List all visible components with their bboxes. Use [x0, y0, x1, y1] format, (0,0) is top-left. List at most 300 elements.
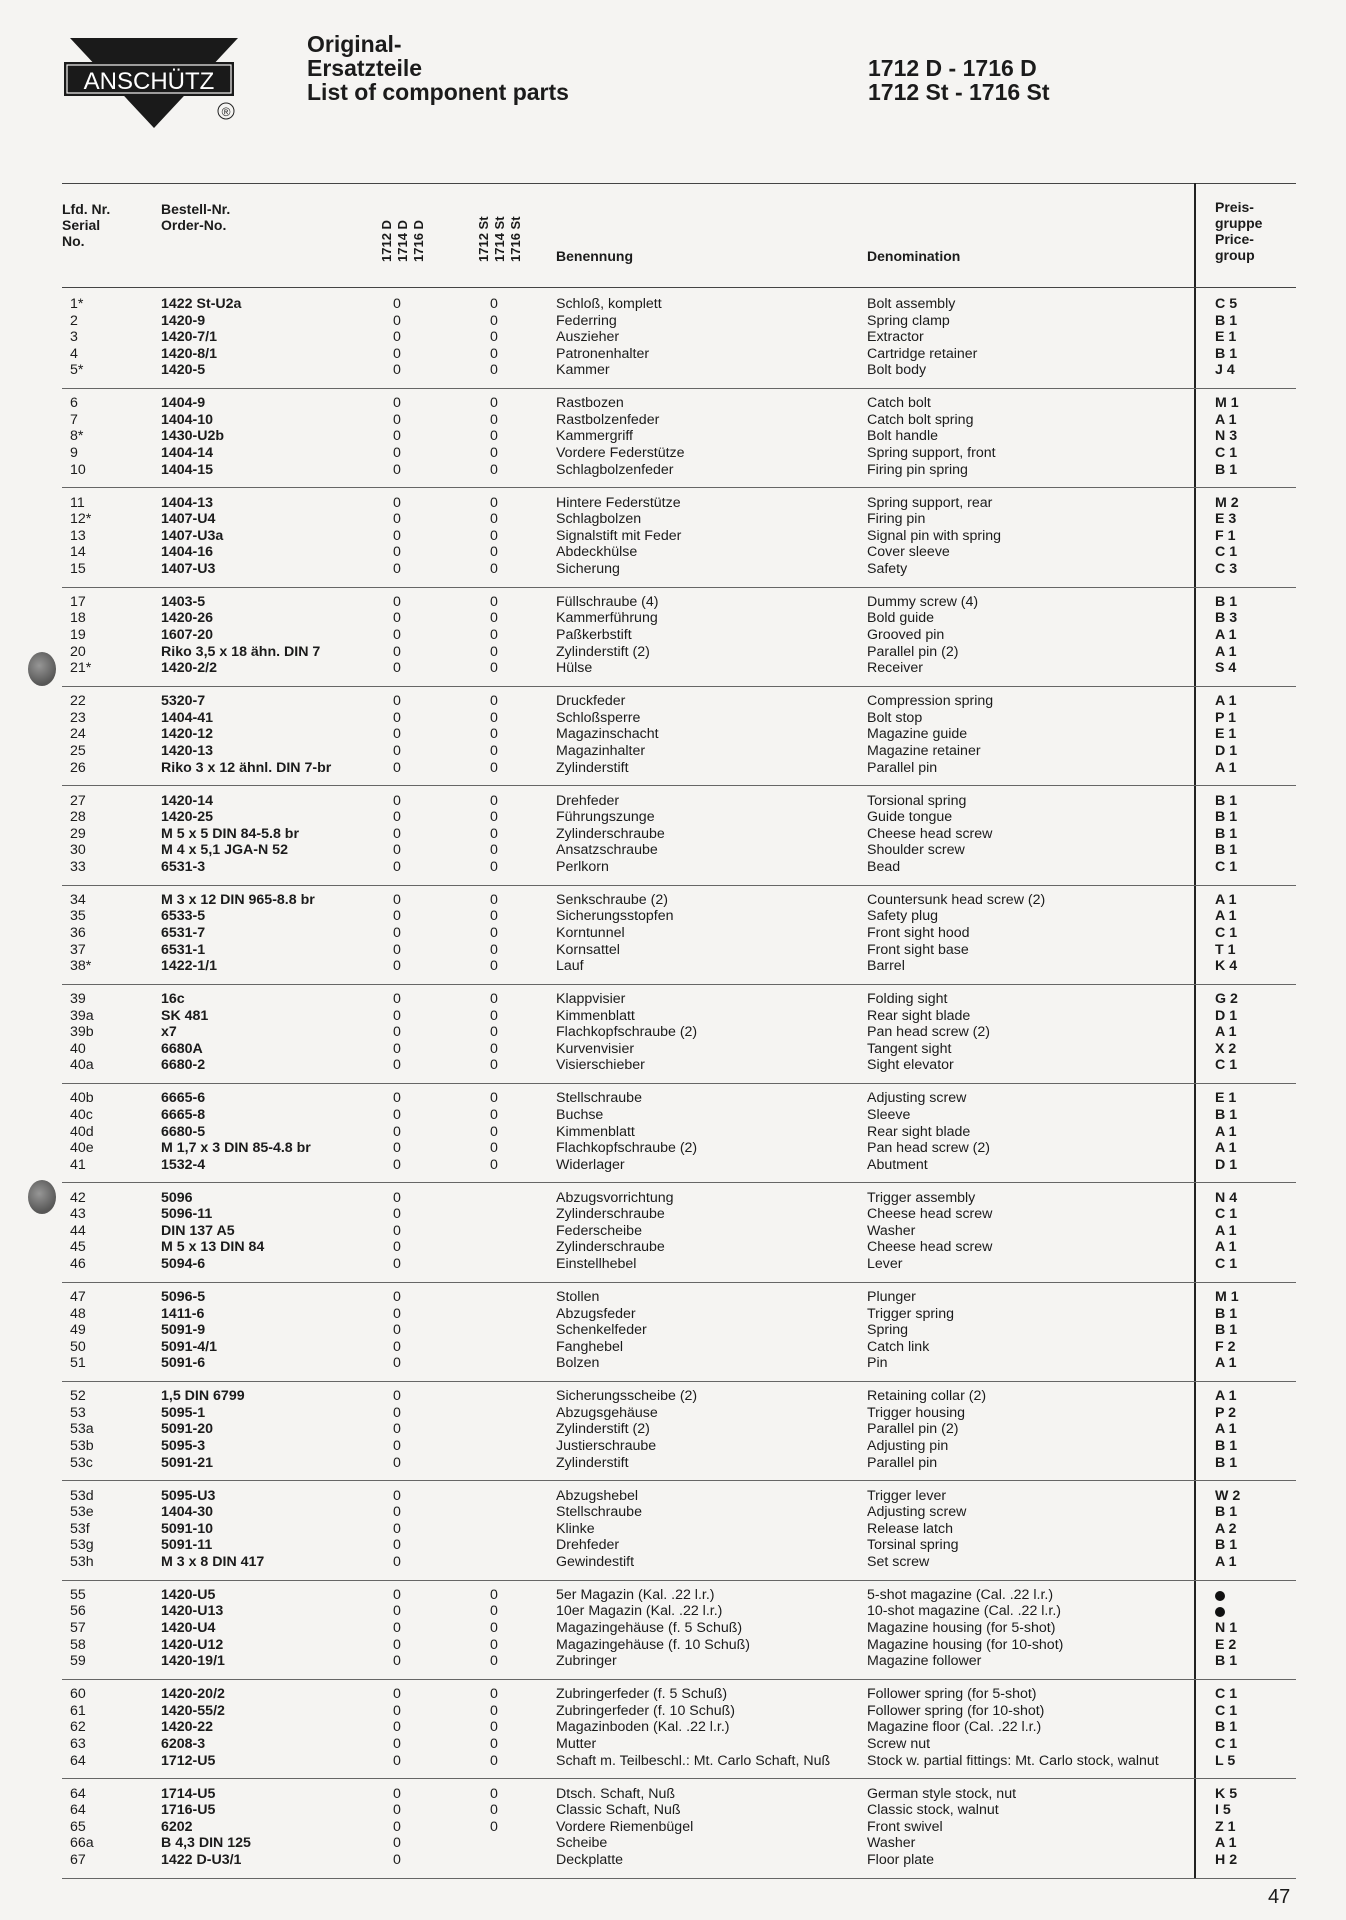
- cell-st: 0: [490, 742, 498, 759]
- cell-price: B 1: [1215, 1653, 1238, 1670]
- cell-st: 0: [490, 991, 498, 1008]
- table-row: [62, 395, 1296, 412]
- cell-order: 6680-5: [161, 1123, 206, 1140]
- cell-st: 0: [490, 627, 498, 644]
- parts-group: [62, 1289, 1296, 1372]
- cell-den: Stock w. partial fittings: Mt. Carlo stock, walnut: [867, 1752, 1159, 1769]
- table-row: [62, 1041, 1296, 1058]
- cell-st: 0: [490, 1802, 498, 1819]
- cell-order: 6533-5: [161, 908, 206, 925]
- cell-st: 0: [490, 1106, 498, 1123]
- cell-price: P 2: [1215, 1404, 1237, 1421]
- cell-order: SK 481: [161, 1007, 209, 1024]
- cell-price: E 1: [1215, 329, 1237, 346]
- cell-serial: 53b: [70, 1438, 94, 1455]
- cell-ben: Einstellhebel: [556, 1256, 637, 1273]
- cell-serial: 53a: [70, 1421, 94, 1438]
- header-text: Price-: [1215, 231, 1254, 247]
- cell-ben: Korntunnel: [556, 924, 625, 941]
- table-row: [62, 296, 1296, 313]
- cell-den: Washer: [867, 1222, 916, 1239]
- model-st-header: 1714 St: [492, 216, 507, 262]
- cell-price: G 2: [1215, 991, 1238, 1008]
- header-rule: [62, 287, 1296, 288]
- cell-st: 0: [490, 1620, 498, 1637]
- cell-serial: 24: [70, 726, 86, 743]
- table-row: [62, 495, 1296, 512]
- cell-serial: 14: [70, 544, 86, 561]
- cell-d: 0: [393, 1719, 401, 1736]
- table-row: [62, 644, 1296, 661]
- cell-order: 1532-4: [161, 1156, 206, 1173]
- cell-price: K 5: [1215, 1785, 1238, 1802]
- cell-order: 1714-U5: [161, 1785, 216, 1802]
- cell-st: 0: [490, 1785, 498, 1802]
- cell-price: L 5: [1215, 1752, 1236, 1769]
- cell-st: 0: [490, 809, 498, 826]
- table-row: [62, 1835, 1296, 1852]
- cell-d: 0: [393, 693, 401, 710]
- table-row: [62, 1024, 1296, 1041]
- cell-den: Parallel pin: [867, 759, 938, 776]
- cell-st: 0: [490, 1040, 498, 1057]
- cell-serial: 56: [70, 1603, 86, 1620]
- cell-d: 0: [393, 842, 401, 859]
- cell-order: 1430-U2b: [161, 428, 225, 445]
- cell-price: B 3: [1215, 610, 1238, 627]
- cell-serial: 59: [70, 1653, 86, 1670]
- cell-ben: Abzugsvorrichtung: [556, 1189, 674, 1206]
- cell-den: Follower spring (for 5-shot): [867, 1686, 1037, 1703]
- parts-group: [62, 793, 1296, 876]
- cell-den: Floor plate: [867, 1851, 935, 1868]
- parts-group: [62, 693, 1296, 776]
- cell-d: 0: [393, 726, 401, 743]
- cell-ben: Flachkopfschraube (2): [556, 1140, 698, 1157]
- cell-price: S 4: [1215, 660, 1237, 677]
- cell-st: 0: [490, 1156, 498, 1173]
- cell-den: Set screw: [867, 1553, 930, 1570]
- cell-den: Spring support, rear: [867, 494, 993, 511]
- cell-ben: Abzugsfeder: [556, 1305, 636, 1322]
- cell-den: Retaining collar (2): [867, 1388, 987, 1405]
- table-row: [62, 313, 1296, 330]
- cell-st: 0: [490, 494, 498, 511]
- cell-d: 0: [393, 527, 401, 544]
- cell-order: 1420-25: [161, 809, 214, 826]
- table-row: [62, 991, 1296, 1008]
- cell-st: 0: [490, 1090, 498, 1107]
- cell-price: P 1: [1215, 709, 1237, 726]
- cell-order: 1420-12: [161, 726, 214, 743]
- cell-order: 1422-1/1: [161, 958, 218, 975]
- table-row: [62, 511, 1296, 528]
- cell-d: 0: [393, 1851, 401, 1868]
- cell-price: C 1: [1215, 445, 1238, 462]
- cell-ben: Classic Schaft, Nuß: [556, 1802, 681, 1819]
- cell-den: Bolt assembly: [867, 296, 956, 312]
- cell-ben: Dtsch. Schaft, Nuß: [556, 1785, 676, 1802]
- cell-serial: 41: [70, 1156, 86, 1173]
- table-row: [62, 743, 1296, 760]
- cell-serial: 57: [70, 1620, 86, 1637]
- cell-d: 0: [393, 1537, 401, 1554]
- cell-order: 5096-5: [161, 1289, 206, 1305]
- group-divider: [62, 1282, 1296, 1283]
- cell-order: 5091-6: [161, 1355, 206, 1372]
- cell-serial: 64: [70, 1785, 86, 1802]
- table-row: [62, 428, 1296, 445]
- cell-ben: Kimmenblatt: [556, 1123, 635, 1140]
- header-text: Preis-: [1215, 199, 1254, 215]
- table-row: [62, 1090, 1296, 1107]
- cell-st: 0: [490, 1719, 498, 1736]
- cell-den: Trigger spring: [867, 1305, 954, 1322]
- model-st-header: 1712 St: [476, 216, 491, 262]
- cell-den: Barrel: [867, 958, 905, 975]
- cell-order: 5096-11: [161, 1206, 213, 1223]
- cell-serial: 35: [70, 908, 86, 925]
- cell-ben: Mutter: [556, 1735, 597, 1752]
- cell-ben: Magazinhalter: [556, 742, 646, 759]
- table-row: [62, 1421, 1296, 1438]
- cell-st: 0: [490, 1702, 498, 1719]
- cell-price: B 1: [1215, 1305, 1238, 1322]
- table-row: [62, 1256, 1296, 1273]
- cell-price: T 1: [1215, 941, 1236, 958]
- cell-price: E 1: [1215, 1090, 1237, 1107]
- cell-serial: 26: [70, 759, 86, 776]
- cell-serial: 50: [70, 1338, 86, 1355]
- cell-den: Bead: [867, 858, 901, 875]
- table-row: [62, 1521, 1296, 1538]
- model-line: 1712 D - 1716 D: [868, 55, 1037, 81]
- cell-st: 0: [490, 1024, 498, 1041]
- cell-st: 0: [490, 1057, 498, 1074]
- cell-ben: Kammerführung: [556, 610, 658, 627]
- cell-order: 1411-6: [161, 1305, 205, 1322]
- cell-order: 1404-14: [161, 445, 214, 462]
- cell-order: 1403-5: [161, 593, 206, 610]
- cell-ben: Schloß, komplett: [556, 296, 662, 312]
- header-text: Lfd. Nr.: [62, 201, 111, 217]
- cell-order: 1420-13: [161, 742, 214, 759]
- table-row: [62, 1488, 1296, 1505]
- table-row: [62, 1504, 1296, 1521]
- cell-serial: 47: [70, 1289, 86, 1305]
- cell-ben: Gewindestift: [556, 1553, 635, 1570]
- cell-serial: 28: [70, 809, 86, 826]
- cell-st: 0: [490, 560, 498, 577]
- cell-den: 5-shot magazine (Cal. .22 l.r.): [867, 1586, 1054, 1603]
- cell-st: 0: [490, 296, 498, 312]
- cell-ben: Paßkerbstift: [556, 627, 632, 644]
- cell-ben: Magazingehäuse (f. 5 Schuß): [556, 1620, 743, 1637]
- cell-d: 0: [393, 494, 401, 511]
- cell-price: M 1: [1215, 395, 1239, 412]
- cell-st: 0: [490, 958, 498, 975]
- cell-den: Spring clamp: [867, 312, 950, 329]
- cell-order: x7: [161, 1024, 177, 1041]
- cell-d: 0: [393, 1355, 401, 1372]
- cell-den: Adjusting pin: [867, 1438, 949, 1455]
- parts-group: [62, 1686, 1296, 1769]
- cell-price: B 1: [1215, 1322, 1238, 1339]
- table-row: [62, 1157, 1296, 1174]
- cell-order: 6680-2: [161, 1057, 206, 1074]
- cell-price: B 1: [1215, 1504, 1238, 1521]
- serial-header: [62, 201, 110, 249]
- group-divider: [62, 1381, 1296, 1382]
- cell-den: Signal pin with spring: [867, 527, 1002, 544]
- cell-den: Front sight base: [867, 941, 969, 958]
- table-row: [62, 1786, 1296, 1803]
- cell-d: 0: [393, 941, 401, 958]
- cell-d: 0: [393, 627, 401, 644]
- cell-order: 1420-U5: [161, 1586, 216, 1603]
- cell-ben: Magazinboden (Kal. .22 l.r.): [556, 1719, 730, 1736]
- cell-ben: Auszieher: [556, 329, 620, 346]
- table-row: [62, 1124, 1296, 1141]
- cell-price: Z 1: [1215, 1818, 1236, 1835]
- group-divider: [62, 885, 1296, 886]
- cell-den: Extractor: [867, 329, 924, 346]
- group-divider: [62, 587, 1296, 588]
- header-text: No.: [62, 233, 85, 249]
- table-row: [62, 412, 1296, 429]
- cell-d: 0: [393, 411, 401, 428]
- header-text: gruppe: [1215, 215, 1263, 231]
- cell-price: A 1: [1215, 1421, 1237, 1438]
- cell-st: 0: [490, 1123, 498, 1140]
- parts-group: [62, 1190, 1296, 1273]
- cell-st: 0: [490, 395, 498, 412]
- cell-serial: 53h: [70, 1553, 94, 1570]
- cell-den: Adjusting screw: [867, 1504, 967, 1521]
- cell-price: D 1: [1215, 1007, 1238, 1024]
- cell-serial: 27: [70, 792, 86, 809]
- table-row: [62, 561, 1296, 578]
- cell-d: 0: [393, 1785, 401, 1802]
- model-d-header: 1716 D: [411, 220, 426, 262]
- cell-st: 0: [490, 941, 498, 958]
- cell-den: Washer: [867, 1835, 916, 1852]
- table-row: [62, 329, 1296, 346]
- cell-den: Guide tongue: [867, 809, 953, 826]
- cell-order: 5096: [161, 1189, 193, 1206]
- cell-price: I 5: [1215, 1802, 1231, 1819]
- group-divider: [62, 1182, 1296, 1183]
- cell-serial: 40: [70, 1040, 86, 1057]
- cell-price: A 1: [1215, 411, 1237, 428]
- cell-order: 1420-14: [161, 792, 214, 809]
- cell-serial: 40c: [70, 1106, 93, 1123]
- cell-order: M 1,7 x 3 DIN 85-4.8 br: [161, 1140, 311, 1157]
- cell-den: Torsinal spring: [867, 1537, 959, 1554]
- title-line: Original-: [307, 31, 402, 57]
- cell-order: 1,5 DIN 6799: [161, 1388, 245, 1405]
- table-row: [62, 1603, 1296, 1620]
- cell-st: 0: [490, 660, 498, 677]
- table-row: [62, 1322, 1296, 1339]
- cell-ben: Rastbozen: [556, 395, 624, 412]
- cell-price: A 1: [1215, 1553, 1237, 1570]
- cell-serial: 13: [70, 527, 86, 544]
- cell-price: B 1: [1215, 825, 1238, 842]
- table-row: [62, 1703, 1296, 1720]
- cell-den: Magazine housing (for 10-shot): [867, 1636, 1064, 1653]
- cell-price: C 1: [1215, 1686, 1238, 1703]
- cell-den: Bolt body: [867, 362, 927, 379]
- cell-d: 0: [393, 1835, 401, 1852]
- cell-serial: 9: [70, 445, 78, 462]
- table-row: [62, 1587, 1296, 1604]
- cell-den: Cheese head screw: [867, 1239, 993, 1256]
- cell-st: 0: [490, 643, 498, 660]
- table-row: [62, 660, 1296, 677]
- cell-den: Firing pin spring: [867, 461, 968, 478]
- group-divider: [62, 984, 1296, 985]
- cell-order: 6531-7: [161, 924, 206, 941]
- cell-d: 0: [393, 1106, 401, 1123]
- cell-ben: Rastbolzenfeder: [556, 411, 660, 428]
- cell-st: 0: [490, 1603, 498, 1620]
- cell-den: Grooved pin: [867, 627, 945, 644]
- cell-st: 0: [490, 461, 498, 478]
- cell-d: 0: [393, 362, 401, 379]
- cell-d: 0: [393, 610, 401, 627]
- cell-order: 1404-16: [161, 544, 214, 561]
- cell-price: A 1: [1215, 759, 1237, 776]
- cell-serial: 53: [70, 1404, 86, 1421]
- cell-den: Cheese head screw: [867, 1206, 993, 1223]
- cell-d: 0: [393, 1686, 401, 1703]
- cell-d: 0: [393, 1702, 401, 1719]
- order-header: [161, 201, 230, 233]
- cell-st: 0: [490, 1653, 498, 1670]
- table-row: [62, 610, 1296, 627]
- cell-serial: 30: [70, 842, 86, 859]
- cell-d: 0: [393, 345, 401, 362]
- cell-price: E 1: [1215, 726, 1237, 743]
- cell-serial: 4: [70, 345, 78, 362]
- cell-den: Shoulder screw: [867, 842, 965, 859]
- cell-price: W 2: [1215, 1487, 1241, 1504]
- cell-d: 0: [393, 1388, 401, 1405]
- table-row: [62, 1753, 1296, 1770]
- cell-ben: Schlagbolzen: [556, 511, 642, 528]
- cell-price: A 1: [1215, 1388, 1237, 1405]
- cell-serial: 66a: [70, 1835, 94, 1852]
- cell-d: 0: [393, 643, 401, 660]
- table-row: [62, 908, 1296, 925]
- table-row: [62, 1190, 1296, 1207]
- cell-serial: 29: [70, 825, 86, 842]
- cell-price: A 1: [1215, 1239, 1237, 1256]
- cell-serial: 51: [70, 1355, 86, 1372]
- cell-ben: Sicherung: [556, 560, 620, 577]
- cell-serial: 52: [70, 1388, 86, 1405]
- cell-d: 0: [393, 1653, 401, 1670]
- cell-d: 0: [393, 1553, 401, 1570]
- cell-serial: 37: [70, 941, 86, 958]
- cell-st: 0: [490, 709, 498, 726]
- cell-d: 0: [393, 1256, 401, 1273]
- cell-d: 0: [393, 759, 401, 776]
- cell-serial: 6: [70, 395, 78, 412]
- cell-ben: Ansatzschraube: [556, 842, 658, 859]
- cell-den: Rear sight blade: [867, 1123, 971, 1140]
- cell-d: 0: [393, 991, 401, 1008]
- cell-den: Adjusting screw: [867, 1090, 967, 1107]
- cell-den: Pin: [867, 1355, 888, 1372]
- table-row: [62, 1057, 1296, 1074]
- model-st-header: 1716 St: [508, 216, 523, 262]
- cell-price: M 2: [1215, 494, 1239, 511]
- cell-order: 1404-13: [161, 494, 214, 511]
- cell-order: M 5 x 13 DIN 84: [161, 1239, 265, 1256]
- cell-d: 0: [393, 1438, 401, 1455]
- cell-serial: 7: [70, 411, 78, 428]
- cell-d: 0: [393, 958, 401, 975]
- cell-serial: 49: [70, 1322, 86, 1339]
- cell-den: Firing pin: [867, 511, 926, 528]
- cell-ben: Kimmenblatt: [556, 1007, 635, 1024]
- cell-den: Parallel pin (2): [867, 643, 959, 660]
- cell-ben: Fanghebel: [556, 1338, 624, 1355]
- header-text: Bestell-Nr.: [161, 201, 231, 217]
- cell-d: 0: [393, 593, 401, 610]
- cell-order: 1404-30: [161, 1504, 214, 1521]
- cell-ben: Deckplatte: [556, 1851, 624, 1868]
- cell-price: A 1: [1215, 908, 1237, 925]
- cell-st: 0: [490, 1007, 498, 1024]
- cell-st: 0: [490, 1818, 498, 1835]
- cell-order: 1420-7/1: [161, 329, 218, 346]
- table-row: [62, 859, 1296, 876]
- cell-order: 1420-U12: [161, 1636, 224, 1653]
- table-row: [62, 346, 1296, 363]
- parts-group: [62, 296, 1296, 379]
- table-row: [62, 362, 1296, 379]
- cell-st: 0: [490, 1735, 498, 1752]
- bullet-icon: [1215, 1591, 1225, 1601]
- cell-ben: Zubringerfeder (f. 10 Schuß): [556, 1702, 735, 1719]
- cell-ben: Zubringer: [556, 1653, 617, 1670]
- cell-order: 5094-6: [161, 1256, 206, 1273]
- cell-d: 0: [393, 1735, 401, 1752]
- cell-ben: Zylinderstift: [556, 759, 629, 776]
- table-row: [62, 1719, 1296, 1736]
- cell-ben: Lauf: [556, 958, 584, 975]
- cell-price: E 3: [1215, 511, 1237, 528]
- cell-ben: Visierschieber: [556, 1057, 645, 1074]
- cell-serial: 11: [70, 494, 85, 511]
- table-row: [62, 693, 1296, 710]
- cell-serial: 2: [70, 312, 78, 329]
- cell-serial: 3: [70, 329, 78, 346]
- cell-serial: 19: [70, 627, 86, 644]
- cell-order: 6202: [161, 1818, 193, 1835]
- cell-ben: Stollen: [556, 1289, 600, 1305]
- cell-den: German style stock, nut: [867, 1785, 1017, 1802]
- cell-d: 0: [393, 809, 401, 826]
- cell-serial: 45: [70, 1239, 86, 1256]
- table-row: [62, 710, 1296, 727]
- cell-den: Cartridge retainer: [867, 345, 978, 362]
- cell-st: 0: [490, 411, 498, 428]
- cell-d: 0: [393, 1222, 401, 1239]
